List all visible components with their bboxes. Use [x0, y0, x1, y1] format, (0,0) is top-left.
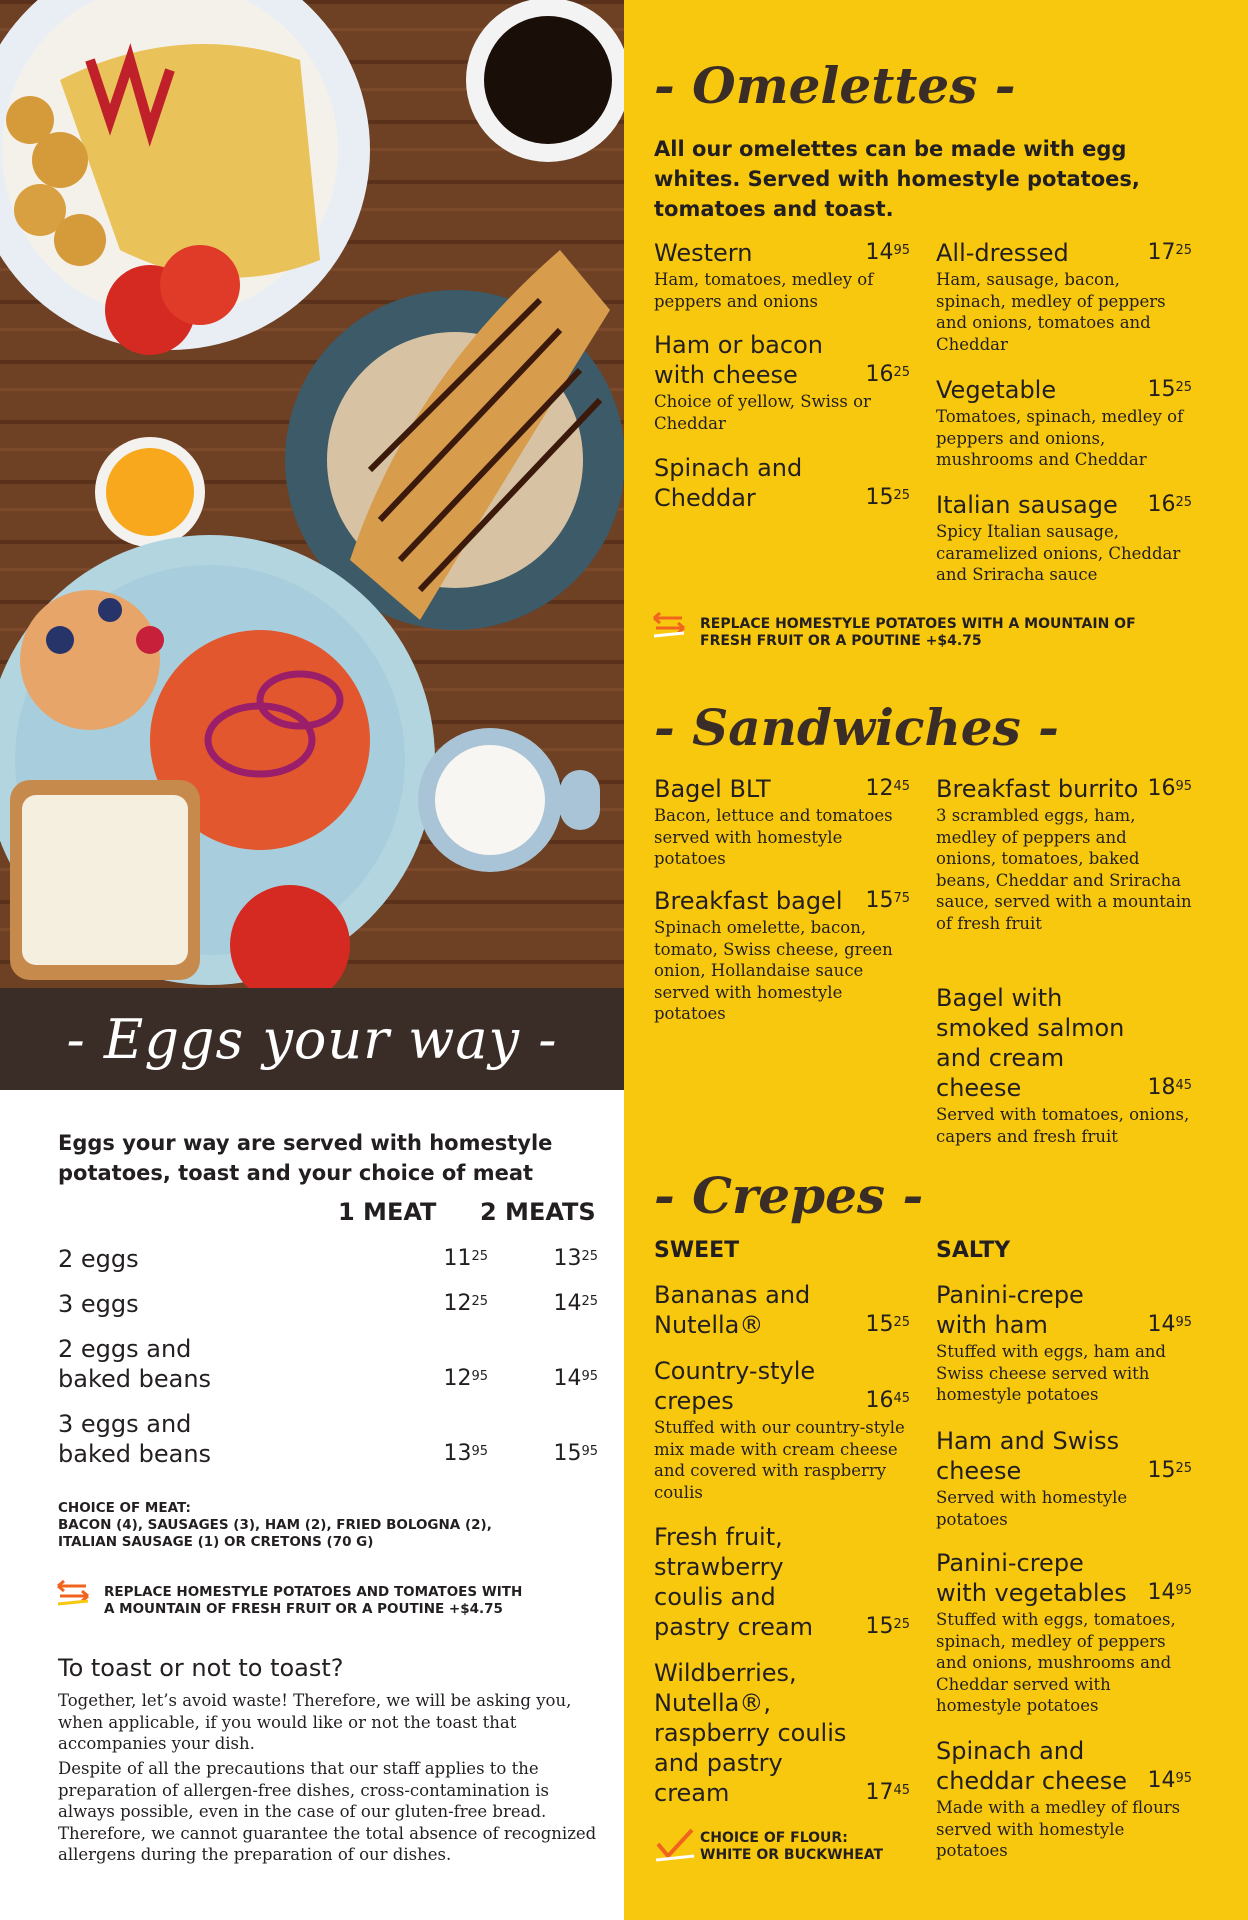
swap-arrows-icon [652, 612, 686, 638]
item-name: Ham and Swiss cheese $15^{25}$ [936, 1427, 1192, 1485]
item-price: $14^{95}$ [1147, 1312, 1192, 1337]
item-desc: Tomatoes, spinach, medley of peppers and onions, mushrooms and Cheddar [936, 407, 1184, 469]
item-name: Western $14^{95}$ [654, 239, 910, 267]
menu-item [654, 330, 910, 434]
item-desc: Made with a medley of flours served with homestyle potatoes [936, 1798, 1181, 1860]
eggs-row [58, 1409, 598, 1469]
breakfast-photo [0, 0, 624, 988]
item-price: $14^{95}$ [1147, 1580, 1192, 1605]
item-name: Spinach and cheddar cheese $14^{95}$ [936, 1737, 1192, 1795]
eggs-row-label: 2 eggs and baked beans [58, 1335, 212, 1393]
toast-paragraph: Together, let’s avoid waste! Therefore, we will be asking you, when applicable, if you would like or not the toast that accompanies your dish. [58, 1691, 572, 1753]
item-name: Vegetable $15^{25}$ [936, 376, 1192, 404]
item-price: $14^{95}$ [1147, 1768, 1192, 1793]
eggs-intro: Eggs your way are served with homestyle potatoes, toast and your choice of meat [58, 1131, 553, 1185]
sweet-label: SWEET [654, 1238, 740, 1263]
eggs-row [58, 1244, 598, 1274]
price-1-meat: $11^{25}$ [443, 1246, 488, 1271]
item-desc: Ham, tomatoes, medley of peppers and onions [654, 270, 874, 311]
menu-item [936, 1736, 1192, 1862]
item-name: Breakfast bagel $15^{75}$ [654, 887, 910, 915]
item-price: $15^{25}$ [1147, 377, 1192, 402]
eggs-row [58, 1334, 598, 1394]
menu-item [654, 1522, 910, 1643]
item-desc: Bacon, lettuce and tomatoes served with homestyle potatoes [654, 806, 893, 868]
sandwiches-title: - Sandwiches - [654, 698, 1059, 757]
item-price: $17^{45}$ [865, 1780, 910, 1805]
item-name: Bananas and Nutella® $15^{25}$ [654, 1281, 910, 1339]
checkmark-icon [654, 1828, 696, 1862]
price-1-meat: $12^{25}$ [443, 1291, 488, 1316]
item-price: $16^{45}$ [865, 1388, 910, 1413]
menu-item [936, 238, 1192, 355]
item-price: $17^{25}$ [1147, 240, 1192, 265]
allergen-paragraph: Despite of all the precautions that our staff applies to the preparation of allergen-free dishes, cross-contamination is always possible, even in the case of our gluten-free bread. Therefore, we cannot guarantee the total absence of recognized allergens during the preparation of our dishes. [58, 1759, 597, 1864]
menu-item [936, 375, 1192, 471]
item-desc: Stuffed with eggs, tomatoes, spinach, medley of peppers and onions, mushrooms and Cheddar served with homestyle potatoes [936, 1610, 1176, 1715]
menu-item [936, 774, 1192, 934]
item-name: Bagel with smoked salmon and cream cheese $18^{45}$ [936, 984, 1192, 1102]
item-name: Fresh fruit, strawberry coulis and pastry cream $15^{25}$ [654, 1523, 910, 1641]
item-price: $12^{45}$ [865, 776, 910, 801]
price-2-meats: $14^{25}$ [553, 1291, 598, 1316]
price-2-meats: $14^{95}$ [553, 1366, 598, 1391]
eggs-banner [0, 988, 624, 1090]
item-name: Country-style crepes $16^{45}$ [654, 1357, 910, 1415]
item-desc: Served with tomatoes, onions, capers and fresh fruit [936, 1105, 1190, 1146]
item-price: $16^{25}$ [865, 362, 910, 387]
item-price: $14^{95}$ [865, 240, 910, 265]
flour-note: CHOICE OF FLOUR: WHITE OR BUCKWHEAT [700, 1830, 884, 1863]
item-name: Wildberries, Nutella®, raspberry coulis and pastry cream $17^{45}$ [654, 1659, 910, 1807]
item-price: $15^{25}$ [865, 1312, 910, 1337]
item-price: $16^{95}$ [1147, 776, 1192, 801]
item-name: Ham or bacon with cheese $16^{25}$ [654, 331, 910, 389]
menu-item [654, 774, 910, 870]
price-1-meat: $12^{95}$ [443, 1366, 488, 1391]
item-name: Italian sausage $16^{25}$ [936, 491, 1192, 519]
item-name: Panini-crepe with ham $14^{95}$ [936, 1281, 1192, 1339]
menu-item [936, 1426, 1192, 1530]
price-2-meats: $15^{95}$ [553, 1441, 598, 1466]
eggs-row-label: 3 eggs and baked beans [58, 1410, 212, 1468]
col-2-meats: 2 MEATS [480, 1198, 596, 1226]
item-price: $15^{25}$ [865, 1614, 910, 1639]
item-price: $16^{25}$ [1147, 492, 1192, 517]
menu-item [654, 238, 910, 312]
crepes-title: - Crepes - [654, 1166, 924, 1225]
item-desc: Choice of yellow, Swiss or Cheddar [654, 392, 871, 433]
item-name: Bagel BLT $12^{45}$ [654, 775, 910, 803]
item-price: $15^{25}$ [1147, 1458, 1192, 1483]
eggs-title: - Eggs your way - [66, 1007, 558, 1071]
meat-choice: CHOICE OF MEAT: BACON (4), SAUSAGES (3), HAM (2), FRIED BOLOGNA (2), ITALIAN SAUSAGE (1) OR CRETONS (70 G) [58, 1500, 492, 1550]
menu-item [654, 1280, 910, 1341]
item-desc: Served with homestyle potatoes [936, 1488, 1128, 1529]
item-name: Breakfast burrito $16^{95}$ [936, 775, 1192, 803]
replace-note: REPLACE HOMESTYLE POTATOES WITH A MOUNTAIN OF FRESH FRUIT OR A POUTINE +$4.75 [700, 616, 1136, 649]
menu-item [654, 1356, 910, 1503]
col-1-meat: 1 MEAT [338, 1198, 437, 1226]
menu-item [936, 490, 1192, 586]
item-desc: Stuffed with our country-style mix made with cream cheese and covered with raspberry coulis [654, 1418, 905, 1502]
menu-item [936, 1280, 1192, 1406]
eggs-row-label: 3 eggs [58, 1290, 139, 1318]
item-desc: Spicy Italian sausage, caramelized onions, Cheddar and Sriracha sauce [936, 522, 1181, 584]
toast-title: To toast or not to toast? [58, 1654, 344, 1682]
menu-item [654, 453, 910, 514]
price-1-meat: $13^{95}$ [443, 1441, 488, 1466]
replace-note: REPLACE HOMESTYLE POTATOES AND TOMATOES WITH A MOUNTAIN OF FRESH FRUIT OR A POUTINE +$4.75 [104, 1584, 523, 1617]
item-name: All-dressed $17^{25}$ [936, 239, 1192, 267]
item-name: Spinach and Cheddar $15^{25}$ [654, 454, 910, 512]
eggs-row [58, 1289, 598, 1319]
item-desc: Ham, sausage, bacon, spinach, medley of peppers and onions, tomatoes and Cheddar [936, 270, 1166, 354]
item-price: $18^{45}$ [1147, 1075, 1192, 1100]
omelettes-title: - Omelettes - [654, 56, 1016, 115]
price-2-meats: $13^{25}$ [553, 1246, 598, 1271]
item-desc: Stuffed with eggs, ham and Swiss cheese served with homestyle potatoes [936, 1342, 1166, 1404]
menu-item [654, 1658, 910, 1809]
right-column [624, 0, 1248, 1920]
item-price: $15^{25}$ [865, 485, 910, 510]
menu-item [654, 886, 910, 1025]
item-price: $15^{75}$ [865, 888, 910, 913]
item-desc: 3 scrambled eggs, ham, medley of peppers and onions, tomatoes, baked beans, Cheddar and Sriracha sauce, served with a mountain of fresh fruit [936, 806, 1192, 933]
item-name: Panini-crepe with vegetables $14^{95}$ [936, 1549, 1192, 1607]
swap-arrows-icon [56, 1580, 90, 1606]
menu-item [936, 983, 1192, 1147]
item-desc: Spinach omelette, bacon, tomato, Swiss cheese, green onion, Hollandaise sauce served with homestyle potatoes [654, 918, 893, 1023]
menu-item [936, 1548, 1192, 1717]
eggs-row-label: 2 eggs [58, 1245, 139, 1273]
salty-label: SALTY [936, 1238, 1011, 1263]
omelettes-intro: All our omelettes can be made with egg whites. Served with homestyle potatoes, tomatoes and toast. [654, 137, 1140, 221]
